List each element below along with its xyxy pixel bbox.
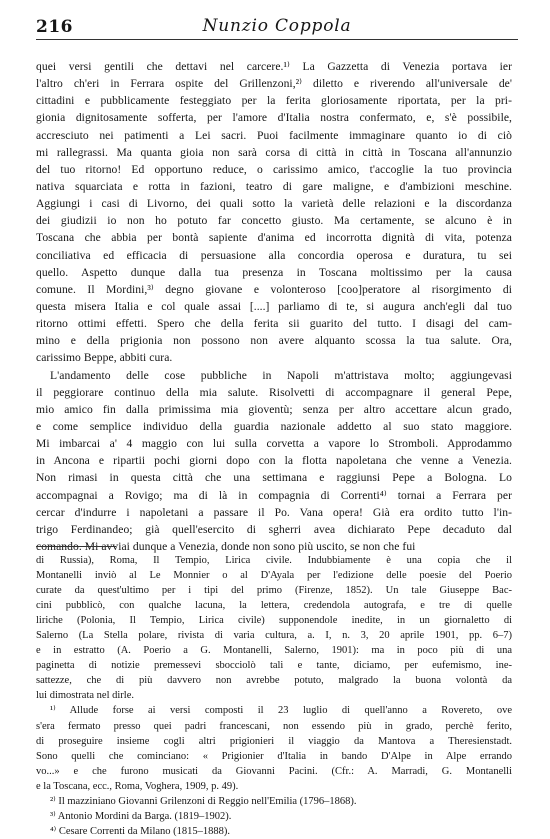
text-line: L'andamento delle cose pubbliche in Napoli m'attristava molto; aggiungevasi [50,368,512,382]
text-line: l'altro ch'eri in Ferrara ospite del Grillenzoni,²⁾ diletto e riverendo all'universale de' [36,77,512,91]
text-line: Toscana che abbia per bontà sapiente d'anima ed incorrotta dignità di vita, potenza [36,231,512,245]
page-number: 216 [36,17,73,37]
footnote-line: Salerno (La Stella polare, rivista di varia cultura, a. I, n. 3, 20 aprile 1901, pp. 6–7) [36,630,512,642]
footnote-line: lui dimostrata nel dirle. [36,690,134,702]
text-line: mio amico fin dalla primissima mia gioventù; senza per altro accettare alcun grado, [36,402,512,416]
text-line: accompagnai a Rovigo; ma di là in compagnia di Correnti⁴⁾ tornai a Ferrara per [36,488,512,502]
footnote-separator [36,546,116,547]
text-line: cercar d'indurre i napoletani a passare il Po. Vana opera! Già era ordito tutto l'in- [36,505,512,519]
footnote-line: ¹⁾ Allude forse ai versi composti il 23 luglio di quell'anno a Rovereto, ove [50,705,512,717]
footnote-line: paginetta di notizie premessevi sbocciolò tali e tante, diciamo, per eufemismo, ine- [36,660,512,672]
footnote-line: Montanelli inviò al Le Monnier o al D'Ayala per l'edizione delle poesie del Poerio [36,570,512,582]
text-line: Non rimasi in questa città che una settimana e raggiunsi Pepe a Bologna. Lo [36,471,512,485]
text-line: trigo Ferdinandeo; già quell'esercito di sgherri avea dichiarato Pepe decaduto dal [36,522,512,536]
text-line: quei versi gentili che dettavi nel carcere.¹⁾ La Gazzetta di Venezia portava ier [36,60,512,73]
footnote-line: liriche (Polonia, Il Tempio, Lirica civile) supponendole inedite, in un giornaletto di [36,615,512,627]
running-title: Nunzio Coppola [202,16,352,36]
text-line: mi rallegrassi. Ma quanta gioia non sarà corsa di città in città in Toscana all'annunzio [36,145,512,159]
footnote-line: ²⁾ Il mazziniano Giovanni Grilenzoni di Reggio nell'Emilia (1796–1868). [50,795,357,807]
footnote-line: sattezze, che di più davvero non avrebbe potuto, malgrado la buona volontà da [36,675,512,687]
text-line: quello. Aspetto dunque dalla tua presenza in Toscana moltissimo per la causa [36,265,512,279]
text-line: del tuo ritorno! Ed opportuno reduce, o carissimo amico, t'accoglie la tuo provincia [36,162,512,176]
text-line: gionia dignitosamente sofferta, per l'amore d'Italia nostra confermato, e, s'è possibile, [36,111,512,125]
text-line: Aggiungi i casi di Livorno, dei quali sotto la varietà delle relazioni e la discordanza [36,197,512,211]
footnote-line: e in estratto (A. Poerio a G. Montanelli, Salerno, 1901): ma in poco più di una [36,645,512,657]
main-text [36,58,512,555]
text-line: e come semplice individuo della guardia nazionale addetto al suo stato maggiore. [36,419,512,433]
text-line: questa misera Italia e col quale assai [....] parliamo di te, si augura anch'egli dal tuo [36,299,512,313]
text-line: dei giudizii io non ho potuto far concetto giusto. Ma certamente, se alcuno è in [36,214,512,228]
text-line: cittadini e pubblicamente festeggiato per la ferita gloriosamente riportata, per la pri- [36,94,512,108]
footnote-line: s'era fermato presso quei padri francescani, non essendo più in grado, perchè ferito, [36,720,512,732]
header-rule [36,39,518,40]
footnote-line: ³⁾ Antonio Mordini da Barga. (1819–1902). [50,810,232,822]
footnote-line: cini pubblicò, con qualche lacuna, la lettera, credendola autografa, e tre di quelle [36,600,512,612]
text-line: nativa squarciata e rotta in fazioni, teatro di gare maligne, e d'ambizioni meschine. [36,179,512,193]
text-line: Mi imbarcai a' 4 maggio con lui sulla corvetta a vapore lo Stromboli. Approdammo [36,437,512,451]
footnote-line: curate da quest'ultimo per i tipi del primo (Firenze, 1852). Un tale Giuseppe Bac- [36,585,512,597]
footnote-line: di proseguire insieme cogli altri prigionieri il viaggio da Mantova a Theresienstadt. [36,735,512,747]
text-line: in Ancona e ripartii pochi giorni dopo con la flotta napoletana che venne a Venezia. [36,454,512,468]
footnote-line: e la Toscana, ecc., Roma, Voghera, 1909, p. 49). [36,780,239,792]
footnote-line: di Russia), Roma, Il Tempio, Lirica civile. Indubbiamente è una copia che il [36,555,512,566]
footnote-line: Sono quelli che cominciano: « Prigionier d'Italia in bando D'Alpe in Alpe errando [36,750,512,762]
text-line: il peggiorare continuo della mia salute. Risolvetti di accompagnare il general Pepe, [36,385,512,399]
text-line: carissimo Beppe, abbiti cura. [36,351,173,365]
text-line: mino e della prigionia non possono non avere alquanto scossa la tua salute. Ora, [36,334,512,348]
text-line: comando. Mi avviai dunque a Venezia, donde non sono più uscito, se non che fui [36,539,416,553]
text-line: conciliativa ed efficacia di persuasione alla concordia operosa e duratura, tu sei [36,248,512,262]
page-header [36,13,518,39]
footnote-line: vo...» e che furono musicati da Giovanni Pacini. (Cfr.: A. Marradi, G. Montanelli [36,765,512,777]
text-line: accresciuto nei patimenti a Lei sacri. Puoi facilmente immaginare quanto io di ciò [36,128,512,142]
text-line: comune. Il Mordini,³⁾ degno giovane e volonteroso [coo]peratore al risorgimento di [36,282,512,296]
text-line: ritorno ottimi effetti. Spero che della ferita sii guarito del tutto. I disagi del cam- [36,317,512,331]
footnotes [36,553,512,839]
footnote-line: ⁴⁾ Cesare Correnti da Milano (1815–1888). [50,825,231,837]
